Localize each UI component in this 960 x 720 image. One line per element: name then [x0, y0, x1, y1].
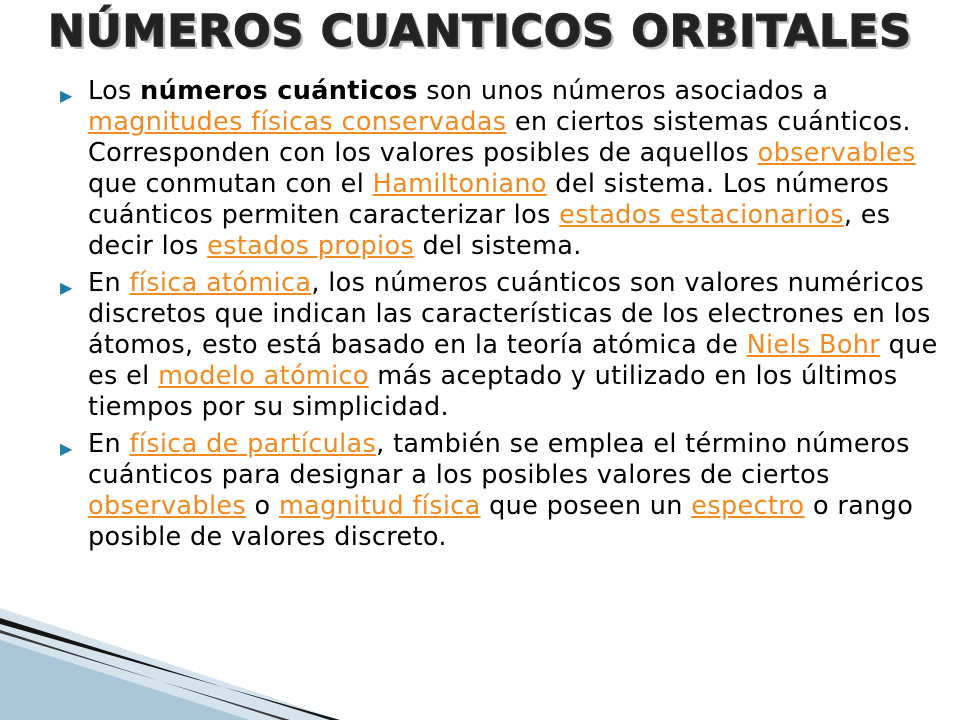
bullet-item [58, 76, 938, 262]
body-text: que conmutan con el [88, 169, 373, 199]
body-text: del sistema. Los números cuánticos permiten caracterizar los [88, 169, 890, 230]
hyperlink[interactable]: modelo atómico [158, 361, 369, 391]
body-text: más aceptado y utilizado en los últimos tiempos por su simplicidad. [88, 361, 898, 422]
hyperlink[interactable]: estados estacionarios [559, 200, 844, 230]
bullet-list [58, 76, 938, 559]
triangle-bullet-icon: ▶ [60, 86, 73, 105]
hyperlink[interactable]: física de partículas [129, 429, 377, 459]
body-text: del sistema. [414, 231, 582, 261]
body-text: , también se emplea el término números cuánticos para designar a los posibles valores de ciertos [88, 429, 910, 490]
bold-term: números cuánticos [140, 76, 418, 106]
corner-decoration [0, 600, 340, 720]
hyperlink[interactable]: física atómica [129, 268, 312, 298]
hyperlink[interactable]: observables [757, 138, 916, 168]
body-text: Los [88, 76, 141, 106]
hyperlink[interactable]: espectro [691, 491, 805, 521]
bullet-item [58, 429, 938, 553]
body-text: , los números cuánticos son valores numéricos discretos que indican las características de los electrones en los átomos, esto está basado en la teoría atómica de [88, 268, 931, 360]
body-text: , es decir los [88, 200, 891, 261]
hyperlink[interactable]: observables [88, 491, 247, 521]
hyperlink[interactable]: Hamiltoniano [372, 169, 547, 199]
body-text: que poseen un [480, 491, 692, 521]
body-text: son unos números asociados a [417, 76, 829, 106]
body-text: En [88, 268, 130, 298]
hyperlink[interactable]: estados propios [207, 231, 415, 261]
bullet-item [58, 268, 938, 423]
body-text: que es el [88, 330, 938, 391]
body-text: En [88, 429, 130, 459]
body-text: o [246, 491, 279, 521]
hyperlink[interactable]: magnitudes físicas conservadas [88, 107, 507, 137]
body-text: en ciertos sistemas cuánticos. Corresponden con los valores posibles de aquellos [88, 107, 911, 168]
slide-title: NÚMEROS CUANTICOS ORBITALES [48, 6, 912, 57]
triangle-bullet-icon: ▶ [60, 439, 73, 458]
body-text: o rango posible de valores discreto. [88, 491, 914, 552]
hyperlink[interactable]: Niels Bohr [746, 330, 881, 360]
triangle-bullet-icon: ▶ [60, 278, 73, 297]
hyperlink[interactable]: magnitud física [278, 491, 481, 521]
